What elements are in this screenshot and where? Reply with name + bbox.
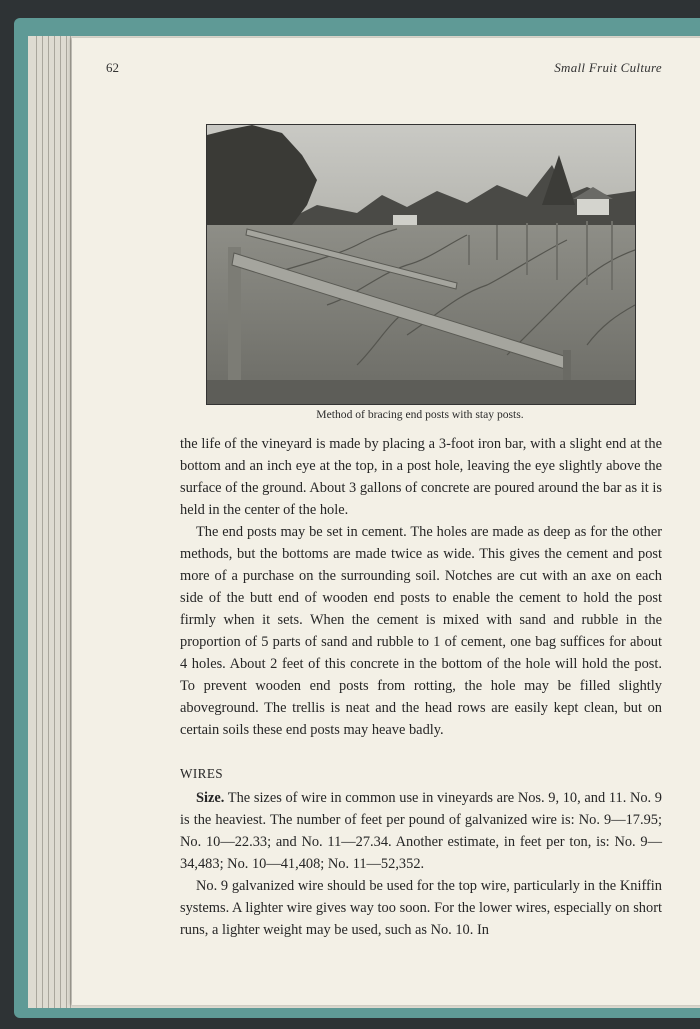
- section-heading: WIRES: [180, 766, 224, 781]
- paragraph: The end posts may be set in cement. The holes are made as deep as for the other methods, but the bottoms are made twice as wide. This gives the cement and post more of a purchase on the surrounding soil. Notches are cut with an axe on each side of the butt end of wooden end posts to enable the cement to hold the post firmly when it sets. When the cement is mixed with sand and rubble in the proportion of 5 parts of sand and rubble to 1 of cement, one bag suffices for about 4 holes. About 2 feet of this concrete in the bottom of the hole will hold the post. To prevent wooden end posts from rotting, the hole may be filled slightly aboveground. The trellis is neat and the head rows are easily kept clean, but on certain soils these end posts may heave badly.: [180, 524, 662, 738]
- running-title: Small Fruit Culture: [554, 60, 662, 75]
- figure-caption: Method of bracing end posts with stay posts.: [316, 408, 524, 421]
- body-text: [180, 433, 662, 941]
- runin-heading: Size.: [196, 790, 225, 806]
- page-header: [106, 60, 700, 80]
- vineyard-photo: [206, 124, 636, 405]
- page-number: 62: [106, 60, 119, 75]
- paragraph: the life of the vineyard is made by placing a 3-foot iron bar, with a slight end at the bottom and an inch eye at the top, in a post hole, leaving the eye slightly above the surface of the ground. About 3 gallons of concrete are poured around the bar as it is held in the center of the hole.: [180, 436, 662, 518]
- paragraph: No. 9 galvanized wire should be used for the top wire, particularly in the Kniffin systems. A lighter wire gives way too soon. For the lower wires, especially on short runs, a lighter weight may be used, such as No. 10. In: [180, 878, 662, 938]
- size-text: The sizes of wire in common use in vineyards are Nos. 9, 10, and 11. No. 9 is the heaviest. The number of feet per pound of galvanized wire is: No. 9—17.95; No. 10—22.33; and No. 11—27.34. Another estimate, in feet per ton, is: No. 9—34,483; No. 10—41,408; No. 11—52,352.: [180, 790, 663, 872]
- paragraph: [180, 787, 662, 875]
